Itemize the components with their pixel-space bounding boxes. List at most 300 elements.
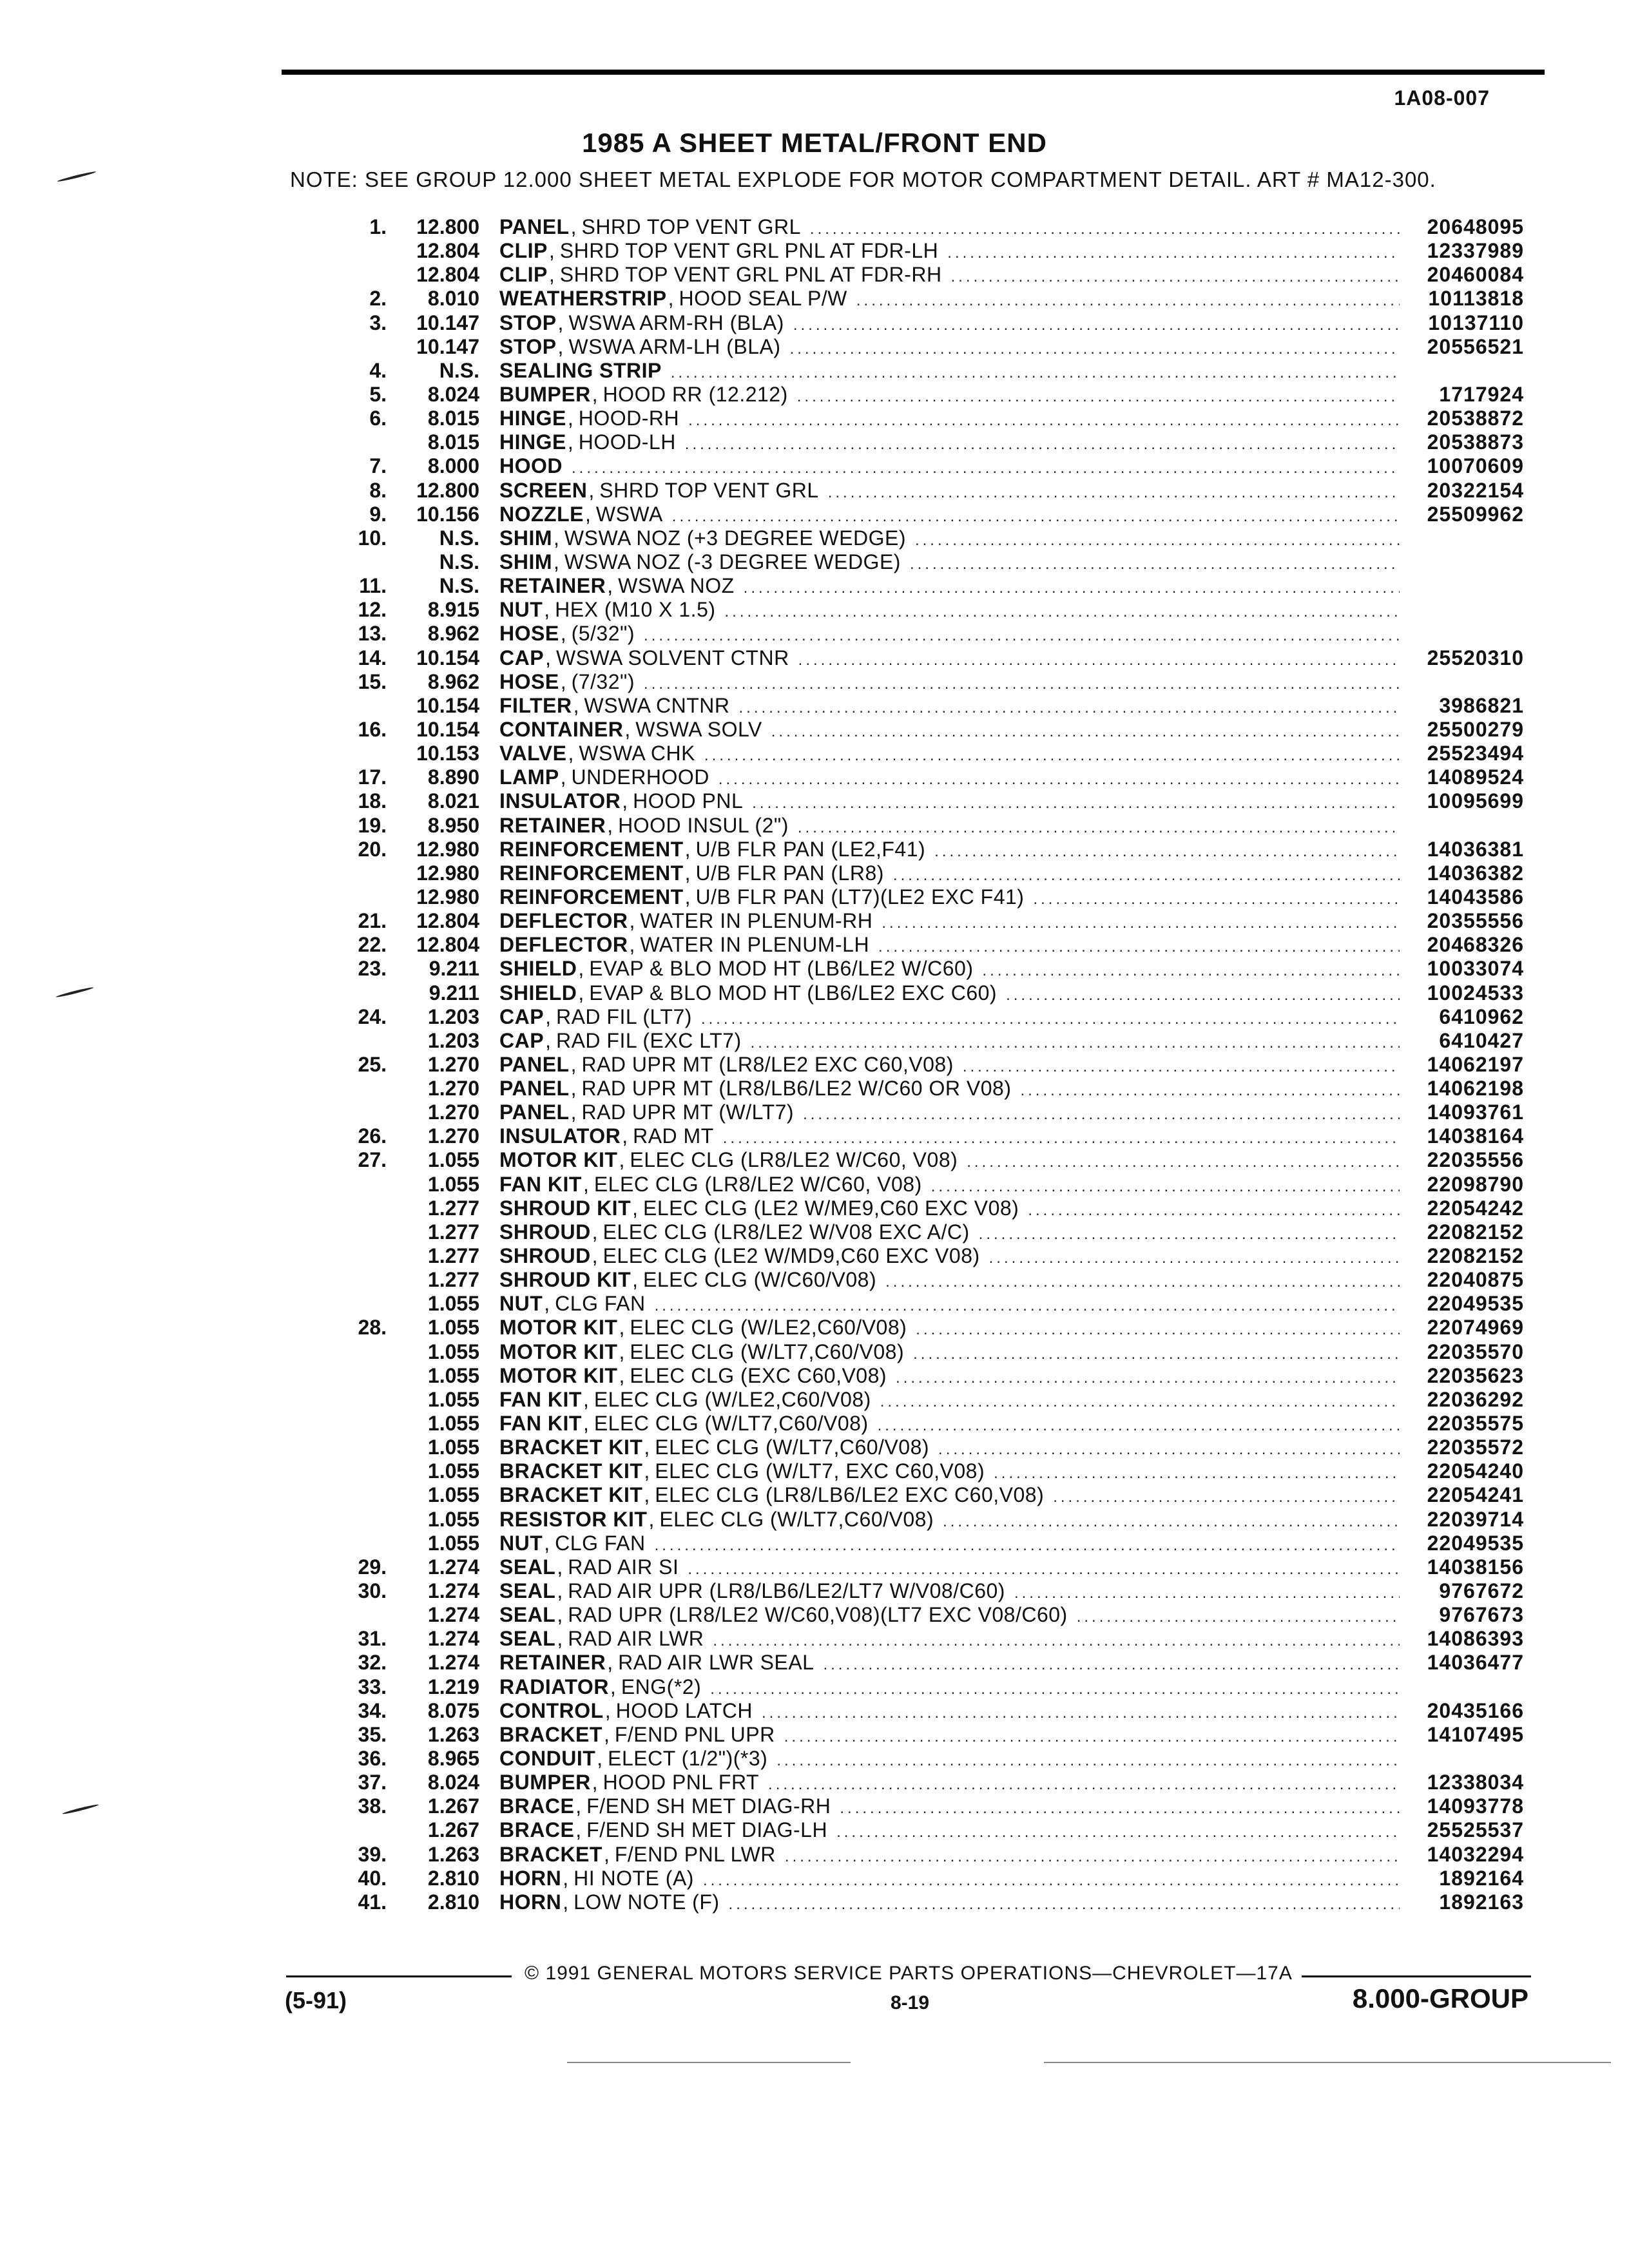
group-number: 8.890: [427, 765, 479, 789]
dot-leader: [798, 816, 1400, 840]
part-description: [499, 263, 1400, 289]
part-row: [0, 670, 1629, 694]
part-detail: ELEC CLG (W/LE2,C60/V08): [593, 1387, 871, 1411]
part-description: [499, 1867, 1400, 1892]
part-name: MOTOR KIT: [499, 1148, 618, 1172]
part-name: REINFORCEMENT: [499, 885, 684, 908]
dot-leader: [982, 959, 1400, 983]
part-name: PANEL: [499, 1052, 570, 1076]
group-number: N.S.: [439, 550, 479, 573]
part-number: 9767672: [1439, 1579, 1524, 1603]
part-detail: HI NOTE (A): [574, 1866, 694, 1890]
part-name: SEAL: [499, 1603, 556, 1627]
dot-leader: [1014, 1581, 1400, 1605]
part-detail: ELEC CLG (W/LE2,C60/V08): [630, 1316, 907, 1340]
part-detail: ELEC CLG (LE2 W/MD9,C60 EXC V08): [602, 1244, 980, 1268]
separator: ,: [592, 1771, 598, 1794]
part-number: 20648095: [1427, 215, 1524, 238]
part-description: [499, 1483, 1400, 1509]
part-description: [499, 311, 1400, 337]
part-number: 20538872: [1427, 407, 1524, 430]
part-number: 12338034: [1427, 1771, 1524, 1794]
dot-leader: [718, 767, 1400, 791]
dot-leader: [840, 1796, 1400, 1820]
group-number: 12.804: [416, 909, 479, 933]
part-number: 25500279: [1427, 717, 1524, 741]
part-detail: HOOD-RH: [578, 407, 680, 430]
part-row: [0, 430, 1629, 454]
part-row: [0, 407, 1629, 430]
part-description: [499, 1244, 1400, 1270]
part-number: 14089524: [1427, 765, 1524, 789]
part-description: [499, 503, 1400, 528]
dot-leader: [655, 1294, 1400, 1318]
group-number: 1.055: [427, 1507, 479, 1531]
dot-leader: [703, 1869, 1400, 1892]
part-name: SHIELD: [499, 957, 577, 981]
group-number: 1.270: [427, 1100, 479, 1124]
dot-leader: [878, 935, 1400, 959]
dot-leader: [1028, 1198, 1400, 1222]
part-description: [499, 1029, 1400, 1055]
separator: ,: [557, 1555, 563, 1579]
dot-leader: [784, 1725, 1400, 1749]
part-detail: ELECT (1/2")(*3): [608, 1747, 768, 1770]
separator: ,: [544, 1531, 550, 1555]
group-number: 12.804: [416, 263, 479, 287]
part-name: NUT: [499, 598, 543, 622]
group-number: 1.274: [427, 1627, 479, 1651]
part-row: [0, 789, 1629, 813]
part-name: PANEL: [499, 1100, 570, 1124]
separator: ,: [544, 1292, 550, 1316]
separator: ,: [545, 646, 551, 669]
part-row: [0, 1555, 1629, 1579]
part-row: [0, 1244, 1629, 1268]
part-detail: WSWA NOZ (-3 DEGREE WEDGE): [564, 550, 901, 573]
separator: ,: [563, 1890, 569, 1914]
group-number: 8.024: [427, 382, 479, 406]
separator: ,: [575, 1794, 582, 1818]
separator: ,: [575, 1818, 582, 1842]
part-detail: WSWA NOZ: [618, 574, 735, 598]
group-number: 12.804: [416, 239, 479, 263]
separator: ,: [619, 1148, 625, 1172]
parts-list: [0, 215, 1629, 1914]
part-number: 14062198: [1427, 1077, 1524, 1100]
part-description: [499, 718, 1400, 744]
group-number: 1.055: [427, 1316, 479, 1340]
item-number: 15.: [358, 669, 387, 693]
part-detail: WSWA ARM-RH (BLA): [568, 311, 784, 334]
part-name: PANEL: [499, 215, 570, 238]
part-description: [499, 765, 1400, 791]
group-number: 1.055: [427, 1387, 479, 1411]
part-detail: F/END SH MET DIAG-LH: [586, 1818, 828, 1842]
part-number: 10033074: [1427, 957, 1524, 981]
part-number: 6410427: [1439, 1028, 1524, 1052]
separator: ,: [567, 407, 574, 430]
dot-leader: [915, 528, 1400, 552]
separator: ,: [545, 1028, 551, 1052]
item-number: 5.: [369, 382, 387, 406]
part-description: [499, 885, 1400, 911]
part-name: RESISTOR KIT: [499, 1507, 648, 1531]
group-number: 12.800: [416, 478, 479, 502]
part-description: [499, 1723, 1400, 1749]
separator: ,: [554, 550, 559, 573]
separator: ,: [583, 1387, 589, 1411]
part-number: 25509962: [1427, 502, 1524, 526]
part-name: RETAINER: [499, 813, 606, 837]
dot-leader: [967, 1150, 1400, 1174]
page-number: 8-19: [891, 1992, 930, 2013]
separator: ,: [584, 502, 591, 526]
separator: ,: [668, 287, 674, 311]
part-name: REINFORCEMENT: [499, 837, 684, 861]
copyright-line: © 1991 GENERAL MOTORS SERVICE PARTS OPERATIONS—CHEVROLET—17A: [525, 1963, 1293, 1984]
item-number: 4.: [369, 358, 387, 382]
separator: ,: [583, 1412, 589, 1436]
separator: ,: [545, 1004, 551, 1028]
part-row: [0, 1100, 1629, 1124]
part-description: [499, 1699, 1400, 1725]
part-detail: ELEC CLG (W/LT7, EXC C60,V08): [655, 1459, 985, 1483]
group-number: 1.219: [427, 1675, 479, 1698]
part-number: 10113818: [1428, 287, 1524, 311]
part-number: 14036382: [1427, 861, 1524, 885]
group-number: 8.962: [427, 669, 479, 693]
part-row: [0, 1747, 1629, 1771]
part-row: [0, 454, 1629, 478]
page-code: 1A08-007: [1394, 86, 1490, 110]
part-name: CAP: [499, 1004, 545, 1028]
part-description: [499, 479, 1400, 505]
dot-leader: [938, 1437, 1400, 1461]
part-description: [499, 1747, 1400, 1773]
separator: ,: [578, 981, 584, 1004]
part-detail: WSWA SOLV: [635, 717, 762, 741]
part-name: FAN KIT: [499, 1387, 582, 1411]
separator: ,: [629, 933, 635, 957]
part-detail: ELEC CLG (LE2 W/ME9,C60 EXC V08): [643, 1196, 1019, 1220]
part-row: [0, 1627, 1629, 1651]
group-number: 8.015: [427, 430, 479, 454]
part-number: 22036292: [1427, 1387, 1524, 1411]
part-description: [499, 1005, 1400, 1031]
dot-leader: [913, 1342, 1400, 1366]
part-name: STOP: [499, 334, 557, 358]
part-name: NUT: [499, 1292, 543, 1316]
dot-leader: [828, 481, 1400, 505]
part-name: RADIATOR: [499, 1675, 609, 1698]
part-name: SEAL: [499, 1627, 556, 1651]
item-number: 34.: [358, 1698, 387, 1722]
part-number: 22074969: [1427, 1316, 1524, 1340]
item-number: 2.: [369, 287, 387, 311]
part-description: [499, 646, 1400, 672]
part-description: [499, 1340, 1400, 1366]
dot-leader: [644, 672, 1400, 696]
separator: ,: [619, 1363, 625, 1387]
part-detail: SHRD TOP VENT GRL: [599, 478, 819, 502]
separator: ,: [603, 1722, 610, 1746]
separator: ,: [597, 1747, 603, 1770]
dot-leader: [797, 385, 1400, 408]
group-number: 1.267: [427, 1794, 479, 1818]
part-detail: F/END PNL UPR: [614, 1722, 775, 1746]
part-number: 22035572: [1427, 1436, 1524, 1459]
dot-leader: [878, 1414, 1400, 1437]
part-name: INSULATOR: [499, 1124, 621, 1148]
dot-leader: [798, 648, 1400, 672]
part-number: 25520310: [1427, 646, 1524, 669]
page-title: 1985 A SHEET METAL/FRONT END: [582, 128, 1047, 158]
part-detail: ELEC CLG (W/LT7,C60/V08): [655, 1436, 930, 1459]
item-number: 10.: [358, 526, 387, 550]
group-number: 1.055: [427, 1483, 479, 1507]
part-detail: WSWA: [595, 502, 663, 526]
part-number: 22082152: [1427, 1220, 1524, 1244]
group-number: 12.800: [416, 215, 479, 238]
item-number: 29.: [358, 1555, 387, 1579]
group-number: 1.270: [427, 1077, 479, 1100]
group-number: 10.154: [416, 693, 479, 717]
part-description: [499, 957, 1400, 983]
part-description: [499, 1818, 1400, 1844]
item-number: 23.: [358, 957, 387, 981]
part-number: 10095699: [1427, 789, 1524, 813]
separator: ,: [560, 622, 566, 646]
part-description: [499, 1627, 1400, 1653]
part-row: [0, 1771, 1629, 1794]
part-number: 14107495: [1427, 1722, 1524, 1746]
part-row: [0, 1148, 1629, 1172]
dot-leader: [713, 1629, 1400, 1653]
part-number: 22049535: [1427, 1292, 1524, 1316]
part-detail: RAD UPR (LR8/LE2 W/C60,V08)(LT7 EXC V08/C60): [568, 1603, 1068, 1627]
part-description: [499, 574, 1400, 600]
item-number: 37.: [358, 1771, 387, 1794]
part-name: NUT: [499, 1531, 543, 1555]
part-row: [0, 503, 1629, 526]
part-row: [0, 1412, 1629, 1436]
part-detail: HOOD PNL: [633, 789, 744, 813]
part-name: CLIP: [499, 263, 548, 287]
part-description: [499, 1771, 1400, 1796]
part-description: [499, 1412, 1400, 1437]
part-detail: SHRD TOP VENT GRL PNL AT FDR-LH: [559, 239, 939, 263]
part-row: [0, 1532, 1629, 1555]
part-name: SHROUD: [499, 1244, 591, 1268]
dot-leader: [1020, 1079, 1400, 1102]
separator: ,: [563, 1866, 569, 1890]
part-description: [499, 383, 1400, 408]
part-detail: RAD UPR MT (LR8/LB6/LE2 W/C60 OR V08): [581, 1077, 1012, 1100]
part-row: [0, 1843, 1629, 1867]
part-description: [499, 1579, 1400, 1605]
part-row: [0, 359, 1629, 383]
part-description: [499, 1196, 1400, 1222]
group-number: 1.055: [427, 1292, 479, 1316]
part-detail: EVAP & BLO MOD HT (LB6/LE2 EXC C60): [589, 981, 998, 1004]
separator: ,: [560, 669, 566, 693]
part-description: [499, 1124, 1400, 1150]
part-row: [0, 1388, 1629, 1412]
separator: ,: [568, 742, 574, 765]
part-detail: WSWA SOLVENT CTNR: [555, 646, 789, 669]
separator: ,: [629, 909, 635, 933]
group-number: 2.810: [427, 1866, 479, 1890]
part-name: HOSE: [499, 669, 559, 693]
group-number: 1.274: [427, 1603, 479, 1627]
part-row: [0, 1268, 1629, 1292]
part-number: 22054240: [1427, 1459, 1524, 1483]
part-detail: SHRD TOP VENT GRL PNL AT FDR-RH: [559, 263, 942, 287]
item-number: 28.: [358, 1316, 387, 1340]
part-description: [499, 1675, 1400, 1701]
dot-leader: [710, 1677, 1400, 1701]
group-number: 1.055: [427, 1459, 479, 1483]
group-number: 1.203: [427, 1028, 479, 1052]
part-detail: ELEC CLG (EXC C60,V08): [630, 1363, 887, 1387]
part-number: 1892163: [1439, 1890, 1524, 1914]
part-row: [0, 526, 1629, 550]
part-name: MOTOR KIT: [499, 1316, 618, 1340]
part-description: [499, 1173, 1400, 1198]
part-row: [0, 957, 1629, 981]
part-name: BRACE: [499, 1818, 575, 1842]
part-name: HOOD: [499, 454, 563, 478]
part-row: [0, 1077, 1629, 1100]
part-detail: RAD UPR MT (LR8/LE2 EXC C60,V08): [581, 1052, 954, 1076]
part-detail: RAD FIL (LT7): [555, 1004, 692, 1028]
dot-leader: [910, 552, 1400, 576]
part-description: [499, 407, 1400, 432]
part-name: MOTOR KIT: [499, 1363, 618, 1387]
part-detail: WSWA CHK: [579, 742, 695, 765]
part-number: 14036477: [1427, 1651, 1524, 1675]
part-detail: UNDERHOOD: [571, 765, 709, 789]
dot-leader: [768, 1773, 1400, 1796]
group-number: N.S.: [439, 526, 479, 550]
part-name: NOZZLE: [499, 502, 584, 526]
separator: ,: [644, 1483, 650, 1507]
dot-leader: [943, 1510, 1400, 1533]
part-description: [499, 1364, 1400, 1390]
part-name: CAP: [499, 1028, 545, 1052]
part-description: [499, 1220, 1400, 1246]
part-row: [0, 814, 1629, 838]
group-number: 10.156: [416, 502, 479, 526]
part-number: 1717924: [1439, 382, 1524, 406]
part-name: DEFLECTOR: [499, 933, 628, 957]
part-number: 10024533: [1427, 981, 1524, 1004]
part-detail: WSWA ARM-LH (BLA): [568, 334, 781, 358]
part-row: [0, 1867, 1629, 1890]
item-number: 3.: [369, 311, 387, 334]
footer-rule-right: [1302, 1975, 1531, 1977]
part-detail: HOOD INSUL (2"): [618, 813, 789, 837]
part-row: [0, 1675, 1629, 1699]
part-description: [499, 909, 1400, 935]
group-number: 1.055: [427, 1531, 479, 1555]
part-description: [499, 287, 1400, 312]
item-number: 16.: [358, 717, 387, 741]
part-number: 22035570: [1427, 1340, 1524, 1363]
dot-leader: [688, 1557, 1400, 1581]
part-description: [499, 526, 1400, 552]
part-detail: SHRD TOP VENT GRL: [581, 215, 801, 238]
group-number: 12.980: [416, 885, 479, 908]
item-number: 17.: [358, 765, 387, 789]
item-number: 13.: [358, 622, 387, 646]
revision-date: (5-91): [285, 1987, 347, 2013]
part-description: [499, 598, 1400, 624]
group-number: 8.024: [427, 1771, 479, 1794]
part-detail: ELEC CLG (W/LT7,C60/V08): [630, 1340, 905, 1363]
part-row: [0, 1890, 1629, 1914]
separator: ,: [607, 813, 613, 837]
part-number: 22054242: [1427, 1196, 1524, 1220]
part-description: [499, 1388, 1400, 1414]
part-row: [0, 550, 1629, 574]
item-number: 41.: [358, 1890, 387, 1914]
part-row: [0, 1292, 1629, 1316]
separator: ,: [592, 1244, 598, 1268]
part-description: [499, 430, 1400, 456]
item-number: 32.: [358, 1651, 387, 1675]
part-detail: WSWA CNTNR: [584, 693, 730, 717]
separator: ,: [548, 263, 555, 287]
part-detail: HOOD LATCH: [615, 1698, 753, 1722]
part-description: [499, 1532, 1400, 1557]
part-description: [499, 1651, 1400, 1677]
part-detail: RAD AIR LWR: [568, 1627, 704, 1651]
part-number: 20556521: [1427, 334, 1524, 358]
part-detail: ENG(*2): [621, 1675, 702, 1698]
part-row: [0, 765, 1629, 789]
part-detail: RAD AIR UPR (LR8/LB6/LE2/LT7 W/V08/C60): [568, 1579, 1005, 1603]
part-row: [0, 1124, 1629, 1148]
part-row: [0, 1794, 1629, 1818]
separator: ,: [619, 1316, 625, 1340]
part-number: 14043586: [1427, 885, 1524, 908]
group-number: 10.153: [416, 742, 479, 765]
part-detail: F/END SH MET DIAG-RH: [586, 1794, 831, 1818]
group-number: 8.021: [427, 789, 479, 813]
dot-leader: [882, 911, 1400, 935]
separator: ,: [570, 1100, 577, 1124]
item-number: 6.: [369, 407, 387, 430]
part-detail: LOW NOTE (F): [574, 1890, 720, 1914]
dot-leader: [916, 1318, 1400, 1341]
part-description: [499, 742, 1400, 767]
part-detail: HOOD RR (12.212): [602, 382, 788, 406]
part-number: 9767673: [1439, 1603, 1524, 1627]
part-row: [0, 718, 1629, 742]
part-description: [499, 239, 1400, 265]
group-number: N.S.: [439, 358, 479, 382]
item-number: 21.: [358, 909, 387, 933]
part-name: CONTAINER: [499, 717, 624, 741]
item-number: 8.: [369, 478, 387, 502]
part-detail: RAD AIR SI: [568, 1555, 679, 1579]
separator: ,: [684, 861, 691, 885]
group-number: 10.147: [416, 334, 479, 358]
part-number: 14038156: [1427, 1555, 1524, 1579]
part-detail: (7/32"): [571, 669, 635, 693]
